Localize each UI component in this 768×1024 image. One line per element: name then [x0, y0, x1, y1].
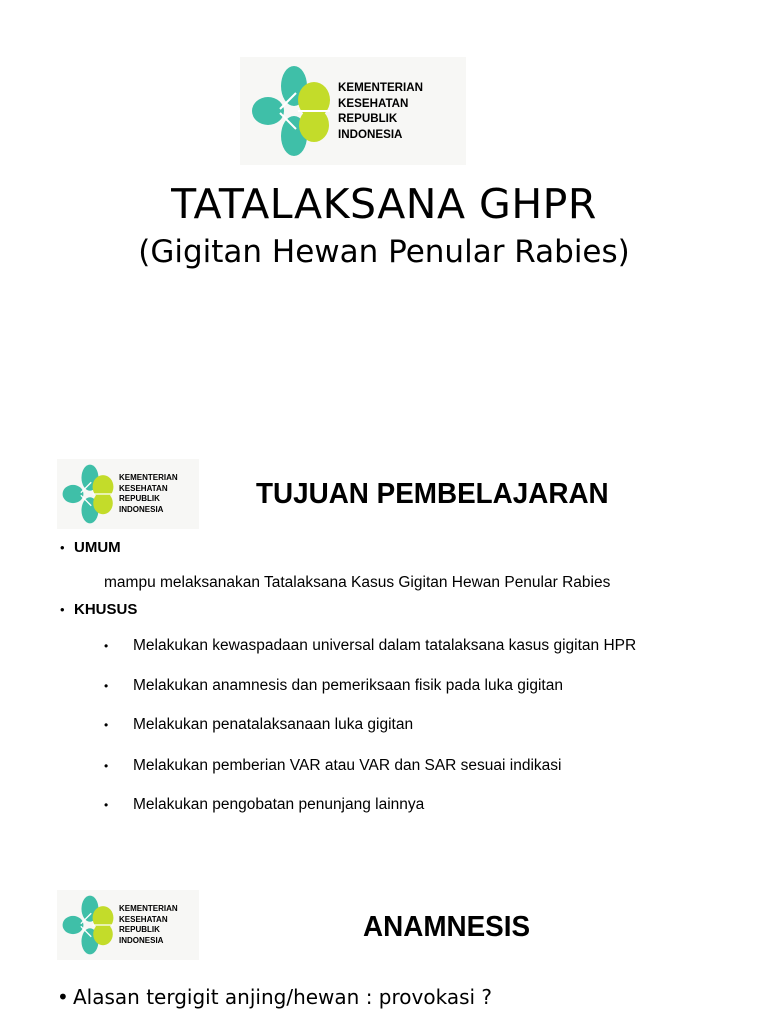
bullet-umum — [60, 539, 121, 556]
list-item-text: Alasan tergigit anjing/hewan : provokasi ? — [73, 985, 493, 1009]
slide-title: TATALAKSANA GHPR — [171, 180, 597, 228]
list-item-text: Melakukan pengobatan penunjang lainnya — [133, 796, 425, 813]
logo-text-line: KESEHATAN — [338, 96, 409, 110]
section-heading: ANAMNESIS — [363, 911, 531, 943]
bullet-marker: • — [104, 759, 109, 773]
list-item — [104, 677, 563, 695]
list-item — [104, 757, 561, 775]
logo-text-line: KEMENTERIAN — [338, 81, 424, 94]
list-item-text: Melakukan penatalaksanaan luka gigitan — [133, 716, 414, 733]
bullet-khusus — [60, 601, 137, 618]
list-item — [57, 985, 492, 1009]
bullet-label: KHUSUS — [74, 601, 138, 618]
list-item — [104, 716, 413, 734]
logo-text-line: INDONESIA — [119, 504, 164, 514]
list-item-text: Melakukan kewaspadaan universal dalam tatalaksana kasus gigitan HPR — [133, 637, 637, 654]
bullet-marker: • — [104, 679, 109, 693]
logo-text-line: REPUBLIK — [119, 494, 160, 503]
logo-text-line: INDONESIA — [119, 935, 164, 945]
list-item — [104, 796, 424, 814]
umum-text: mampu melaksanakan Tatalaksana Kasus Gigitan Hewan Penular Rabies — [104, 574, 611, 591]
logo-text — [119, 904, 178, 946]
ministry-emblem-icon — [61, 464, 115, 524]
slide-subtitle: (Gigitan Hewan Penular Rabies) — [138, 234, 630, 270]
bullet-marker: • — [104, 718, 109, 732]
logo-text-line: REPUBLIK — [338, 112, 398, 125]
ministry-emblem-icon — [250, 65, 332, 157]
logo-text-line: KEMENTERIAN — [119, 904, 178, 913]
ministry-logo — [57, 890, 199, 960]
logo-text — [119, 473, 178, 515]
ministry-logo — [240, 57, 466, 165]
ministry-logo — [57, 459, 199, 529]
logo-text-line: KESEHATAN — [119, 483, 168, 493]
list-item-text: Melakukan pemberian VAR atau VAR dan SAR sesuai indikasi — [133, 757, 562, 774]
bullet-marker: • — [57, 985, 69, 1009]
list-item — [104, 637, 636, 655]
bullet-label: UMUM — [74, 539, 121, 556]
logo-text-line: KESEHATAN — [119, 914, 168, 924]
logo-text-line: REPUBLIK — [119, 925, 160, 934]
ministry-emblem-icon — [61, 895, 115, 955]
bullet-marker: • — [104, 639, 109, 653]
list-item-text: Melakukan anamnesis dan pemeriksaan fisik pada luka gigitan — [133, 677, 563, 694]
logo-text — [338, 80, 423, 142]
section-heading: TUJUAN PEMBELAJARAN — [256, 478, 609, 510]
bullet-marker: • — [104, 798, 109, 812]
bullet-marker: • — [60, 540, 65, 555]
logo-text-line: KEMENTERIAN — [119, 473, 178, 482]
bullet-marker: • — [60, 602, 65, 617]
logo-text-line: INDONESIA — [338, 127, 403, 141]
